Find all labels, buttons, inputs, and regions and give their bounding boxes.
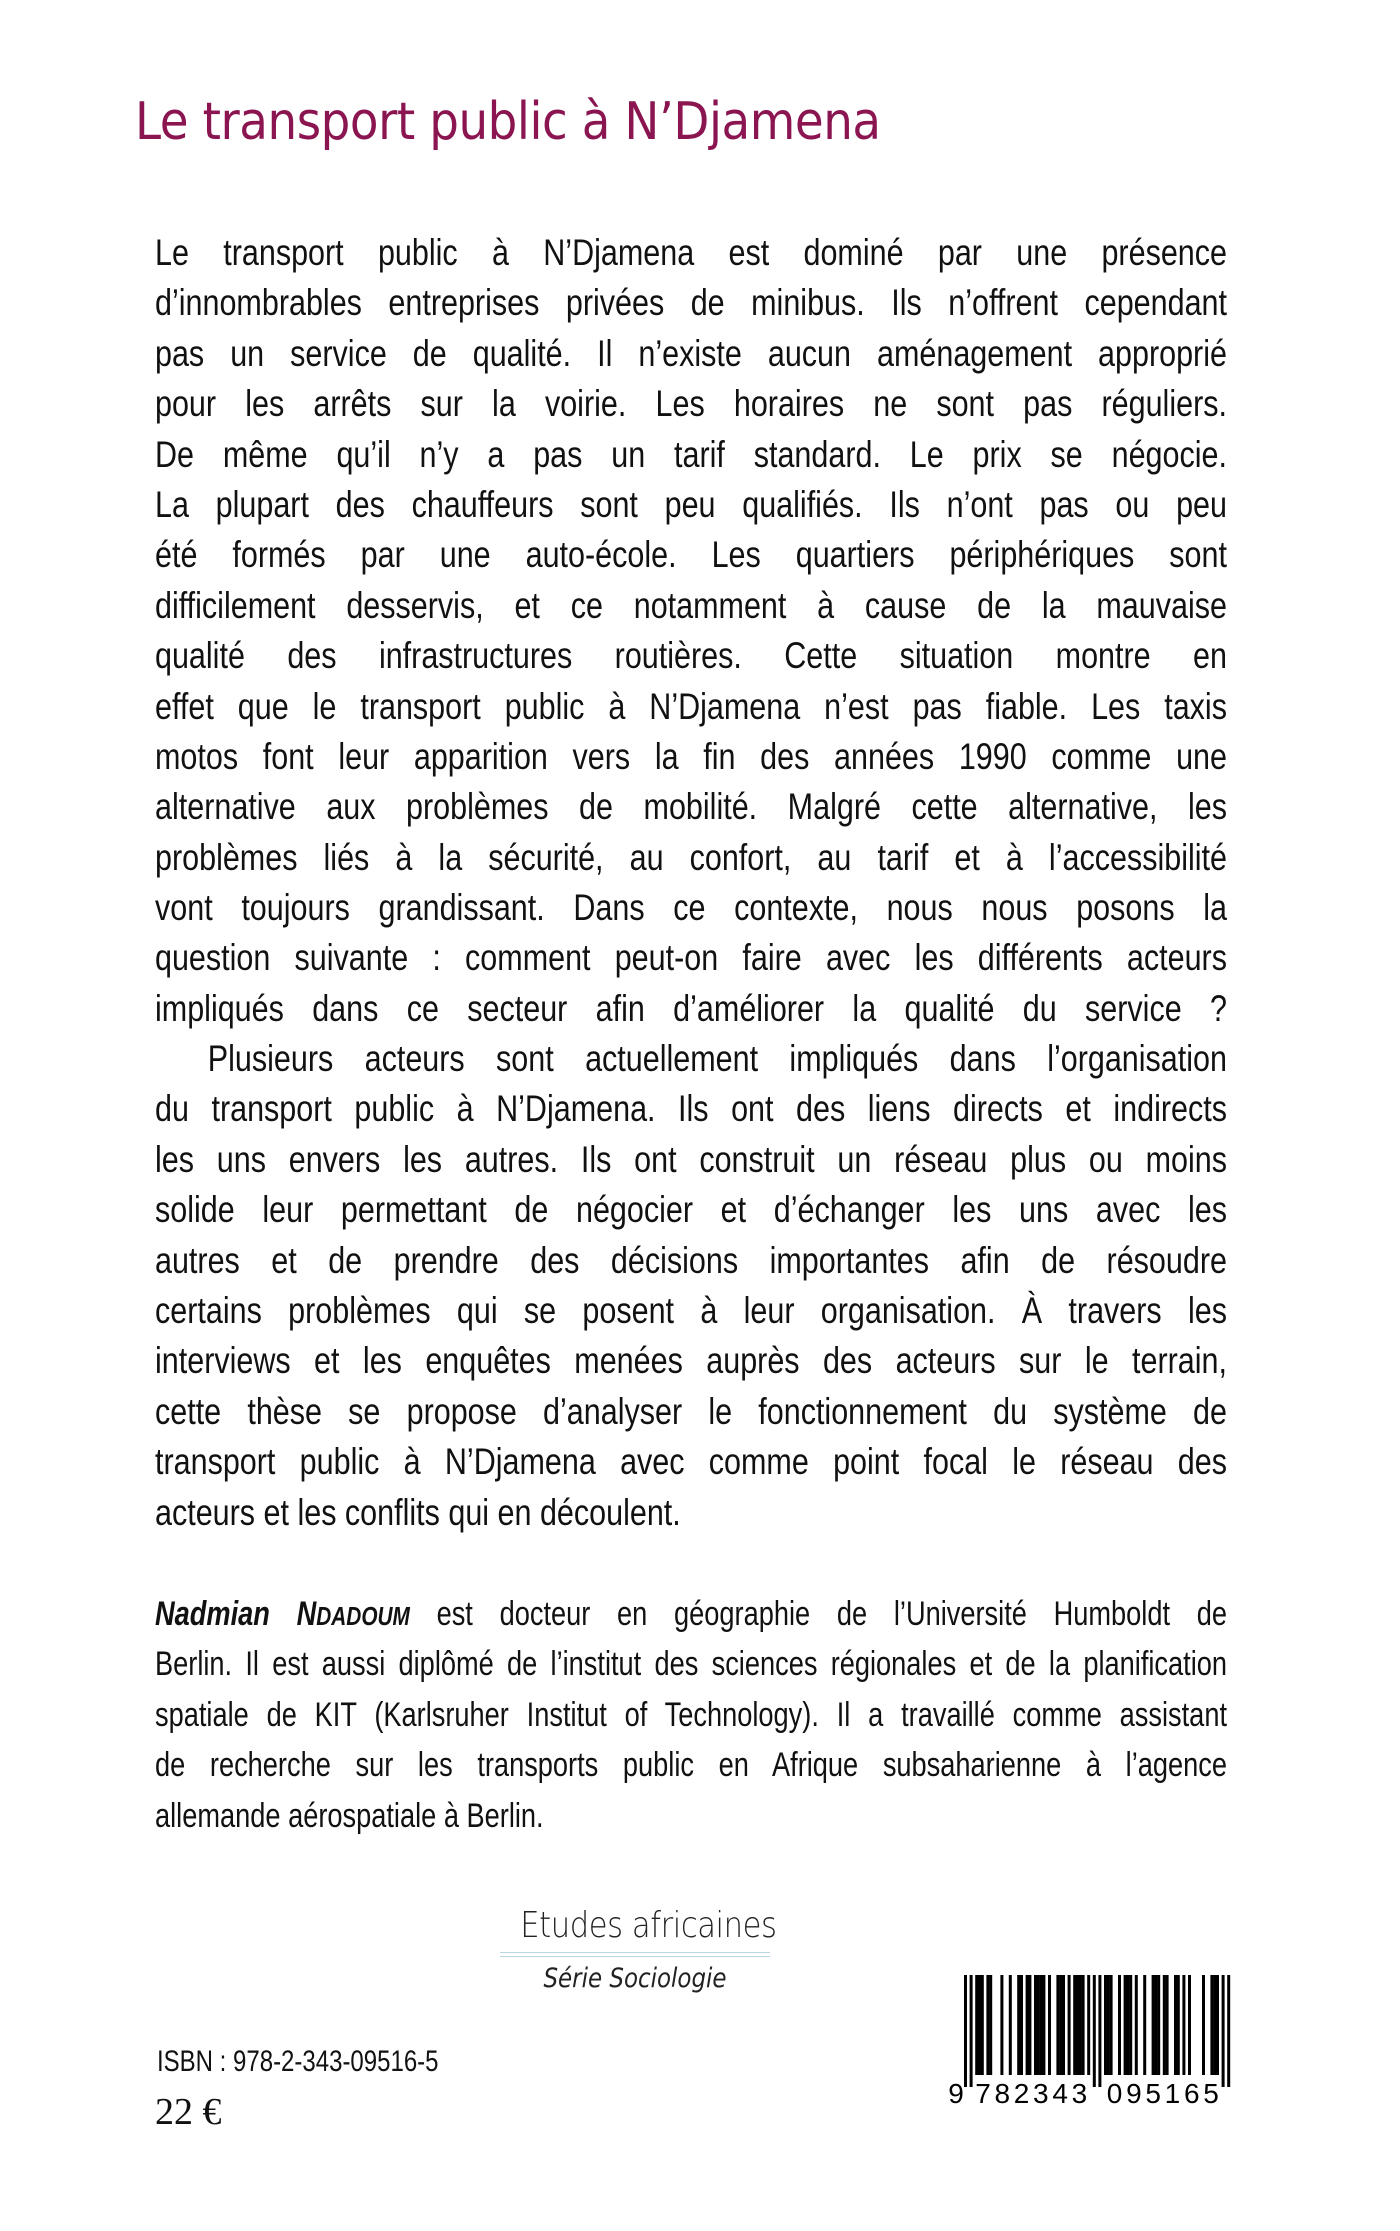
- barcode-bar: [1037, 1975, 1040, 2075]
- barcode-bar: [1026, 1975, 1029, 2075]
- text-line-content: d’innombrables entreprises privées de minibus. Ils n’offrent cependant: [155, 282, 1227, 324]
- text-line: [155, 430, 1227, 480]
- text-line: [155, 1639, 1227, 1689]
- barcode-digits: 782343: [975, 2078, 1088, 2109]
- barcode: [950, 1975, 1240, 2110]
- text-line: [155, 329, 1227, 379]
- barcode-bar: [970, 1975, 973, 2087]
- text-line: [155, 1387, 1227, 1437]
- barcode-bar: [1110, 1975, 1113, 2075]
- barcode-bar: [1202, 1975, 1205, 2075]
- barcode-bar: [1166, 1975, 1169, 2075]
- series-logo: [500, 1905, 777, 1994]
- text-line: [155, 278, 1227, 328]
- text-line: [155, 833, 1227, 883]
- isbn: ISBN : 978-2-343-09516-5: [157, 2045, 439, 2078]
- barcode-bar: [1135, 1975, 1138, 2075]
- series-name: Etudes africaines: [520, 1905, 777, 1946]
- barcode-bar: [1093, 1975, 1096, 2087]
- text-line: [155, 933, 1227, 983]
- barcode-bar: [1087, 1975, 1090, 2075]
- barcode-digits: 9: [948, 2078, 964, 2109]
- text-line: [155, 782, 1227, 832]
- text-line-content: solide leur permettant de négocier et d’échanger les uns avec les: [155, 1189, 1227, 1231]
- text-line-content: été formés par une auto-école. Les quartiers périphériques sont: [155, 534, 1227, 576]
- text-line-content: question suivante : comment peut-on faire avec les différents acteurs: [155, 937, 1227, 979]
- text-line: [155, 1336, 1227, 1386]
- text-line: [155, 1135, 1227, 1185]
- barcode-bar: [1098, 1975, 1101, 2087]
- text-line-content: Le transport public à N’Djamena est dominé par une présence: [155, 232, 1227, 273]
- price: 22 €: [155, 2091, 222, 2133]
- barcode-bar: [1157, 1975, 1160, 2075]
- barcode-bar: [978, 1975, 981, 2075]
- text-line-content: problèmes liés à la sécurité, au confort, au tarif et à l’accessibilité: [155, 836, 1227, 878]
- barcode-bar: [989, 1975, 992, 2075]
- text-line: [155, 1740, 1227, 1790]
- barcode-bar: [1068, 1975, 1071, 2075]
- text-line: [155, 682, 1227, 732]
- barcode-bar: [1009, 1975, 1012, 2075]
- barcode-bar: [1082, 1975, 1085, 2075]
- text-line-content: impliqués dans ce secteur afin d’améliorer la qualité du service ?: [155, 987, 1227, 1029]
- text-line: [155, 581, 1227, 631]
- text-line: [155, 228, 1227, 278]
- barcode-bar: [1056, 1975, 1059, 2075]
- barcode-bar: [986, 1975, 989, 2075]
- text-line: [155, 1690, 1227, 1740]
- barcode-bar: [1042, 1975, 1045, 2075]
- text-line-content: cette thèse se propose d’analyser le fonctionnement du système de: [155, 1390, 1227, 1432]
- text-line: [155, 1185, 1227, 1235]
- text-line: [155, 631, 1227, 681]
- text-line: [155, 1791, 1227, 1841]
- text-line: [155, 1437, 1227, 1487]
- text-line-content: effet que le transport public à N’Djamena n’est pas fiable. Les taxis: [155, 685, 1227, 727]
- barcode-bar: [1107, 1975, 1110, 2075]
- barcode-bar: [1000, 1975, 1003, 2075]
- barcode-bar: [1020, 1975, 1023, 2075]
- author-bio: Nadmian NDADOUM est docteur en géographie de l’Université Humboldt de Berlin. Il est aussi diplômé de l’institut des sciences régionales et de la planification spatiale de KIT (Karlsruher Institut of Technology). Il a travaillé comme assistant de recherche sur les transports public en Afrique subsaharienne à l’agence allemande aérospatiale à Berlin.: [155, 1589, 1227, 1841]
- author-name: Nadmian NDADOUM: [155, 1595, 410, 1633]
- text-line-content: interviews et les enquêtes menées auprès des acteurs sur le terrain,: [155, 1340, 1227, 1382]
- barcode-bar: [1152, 1975, 1155, 2075]
- barcode-bar: [1073, 1975, 1076, 2075]
- text-line-content: motos font leur apparition vers la fin des années 1990 comme une: [155, 735, 1227, 777]
- barcode-bar: [1227, 1975, 1230, 2087]
- text-line: [155, 1236, 1227, 1286]
- text-line-content: acteurs et les conflits qui en découlent.: [155, 1491, 681, 1533]
- text-line: [155, 480, 1227, 530]
- text-line-content: de recherche sur les transports public en Afrique subsaharienne à l’agence: [155, 1746, 1227, 1785]
- text-line-content: spatiale de KIT (Karlsruher Institut of Technology). Il a travaillé comme assistant: [155, 1695, 1227, 1734]
- barcode-bar: [1104, 1975, 1107, 2075]
- text-line-content: les uns envers les autres. Ils ont construit un réseau plus ou moins: [155, 1138, 1227, 1180]
- barcode-bar: [1126, 1975, 1129, 2075]
- barcode-bar: [1216, 1975, 1219, 2075]
- text-line-content: pour les arrêts sur la voirie. Les horaires ne sont pas réguliers.: [155, 383, 1227, 425]
- text-line-content: vont toujours grandissant. Dans ce contexte, nous nous posons la: [155, 887, 1227, 929]
- summary-paragraph-2: [155, 1034, 1227, 1538]
- text-line-content: qualité des infrastructures routières. Cette situation montre en: [155, 635, 1227, 677]
- barcode-bar: [1040, 1975, 1043, 2075]
- barcode-bar: [1079, 1975, 1082, 2075]
- barcode-bar: [1177, 1975, 1180, 2075]
- text-line: [155, 1286, 1227, 1336]
- text-line-content: autres et de prendre des décisions importantes afin de résoudre: [155, 1239, 1227, 1281]
- barcode-bar: [1048, 1975, 1051, 2075]
- barcode-digits: 095165: [1106, 2078, 1219, 2109]
- barcode-bar: [1143, 1975, 1146, 2075]
- text-line-content: De même qu’il n’y a pas un tarif standard. Le prix se négocie.: [155, 433, 1227, 475]
- text-line-content: Berlin. Il est aussi diplômé de l’institut des sciences régionales et de la planification: [155, 1645, 1227, 1684]
- barcode-bar: [1034, 1975, 1037, 2075]
- barcode-bar: [1059, 1975, 1062, 2075]
- text-line-content: du transport public à N’Djamena. Ils ont des liens directs et indirects: [155, 1088, 1227, 1130]
- text-line: [155, 1034, 1227, 1084]
- barcode-bar: [1028, 1975, 1031, 2075]
- summary-paragraph-1: [155, 228, 1227, 1034]
- barcode-bar: [1174, 1975, 1177, 2075]
- barcode-bar: [975, 1975, 978, 2075]
- text-line: [155, 732, 1227, 782]
- text-line: [155, 530, 1227, 580]
- text-line-content: alternative aux problèmes de mobilité. Malgré cette alternative, les: [155, 786, 1227, 828]
- text-line-content: difficilement desservis, et ce notamment à cause de la mauvaise: [155, 584, 1227, 626]
- barcode-bar: [1213, 1975, 1216, 2075]
- barcode-bar: [1182, 1975, 1185, 2075]
- barcode-bar: [964, 1975, 967, 2087]
- subseries-name: Série Sociologie: [543, 1963, 727, 1994]
- barcode-bar: [1163, 1975, 1166, 2075]
- barcode-bar: [1076, 1975, 1079, 2075]
- text-line-content: pas un service de qualité. Il n’existe aucun aménagement approprié: [155, 332, 1227, 374]
- text-line: [155, 984, 1227, 1034]
- barcode-bar: [981, 1975, 984, 2075]
- text-line-content: Plusieurs acteurs sont actuellement impliqués dans l’organisation: [207, 1038, 1227, 1079]
- barcode-bar: [1222, 1975, 1225, 2087]
- text-line: [155, 379, 1227, 429]
- barcode-bar: [1129, 1975, 1132, 2075]
- series-divider: [500, 1952, 770, 1957]
- barcode-bar: [1124, 1975, 1127, 2075]
- book-title: Le transport public à N’Djamena: [135, 92, 881, 152]
- barcode-bar: [1017, 1975, 1020, 2075]
- text-line-content: allemande aérospatiale à Berlin.: [155, 1796, 544, 1835]
- text-line: [155, 1488, 1227, 1538]
- text-line-content: transport public à N’Djamena avec comme point focal le réseau des: [155, 1441, 1227, 1483]
- barcode-bar: [1062, 1975, 1065, 2075]
- barcode-bar: [1188, 1975, 1191, 2075]
- text-line-content: La plupart des chauffeurs sont peu qualifiés. Ils n’ont pas ou peu: [155, 483, 1227, 525]
- text-line: [155, 883, 1227, 933]
- text-line-content: certains problèmes qui se posent à leur organisation. À travers les: [155, 1289, 1227, 1331]
- barcode-bar: [1210, 1975, 1213, 2075]
- barcode-bar: [1154, 1975, 1157, 2075]
- barcode-bar: [1118, 1975, 1121, 2075]
- text-line: [155, 1084, 1227, 1134]
